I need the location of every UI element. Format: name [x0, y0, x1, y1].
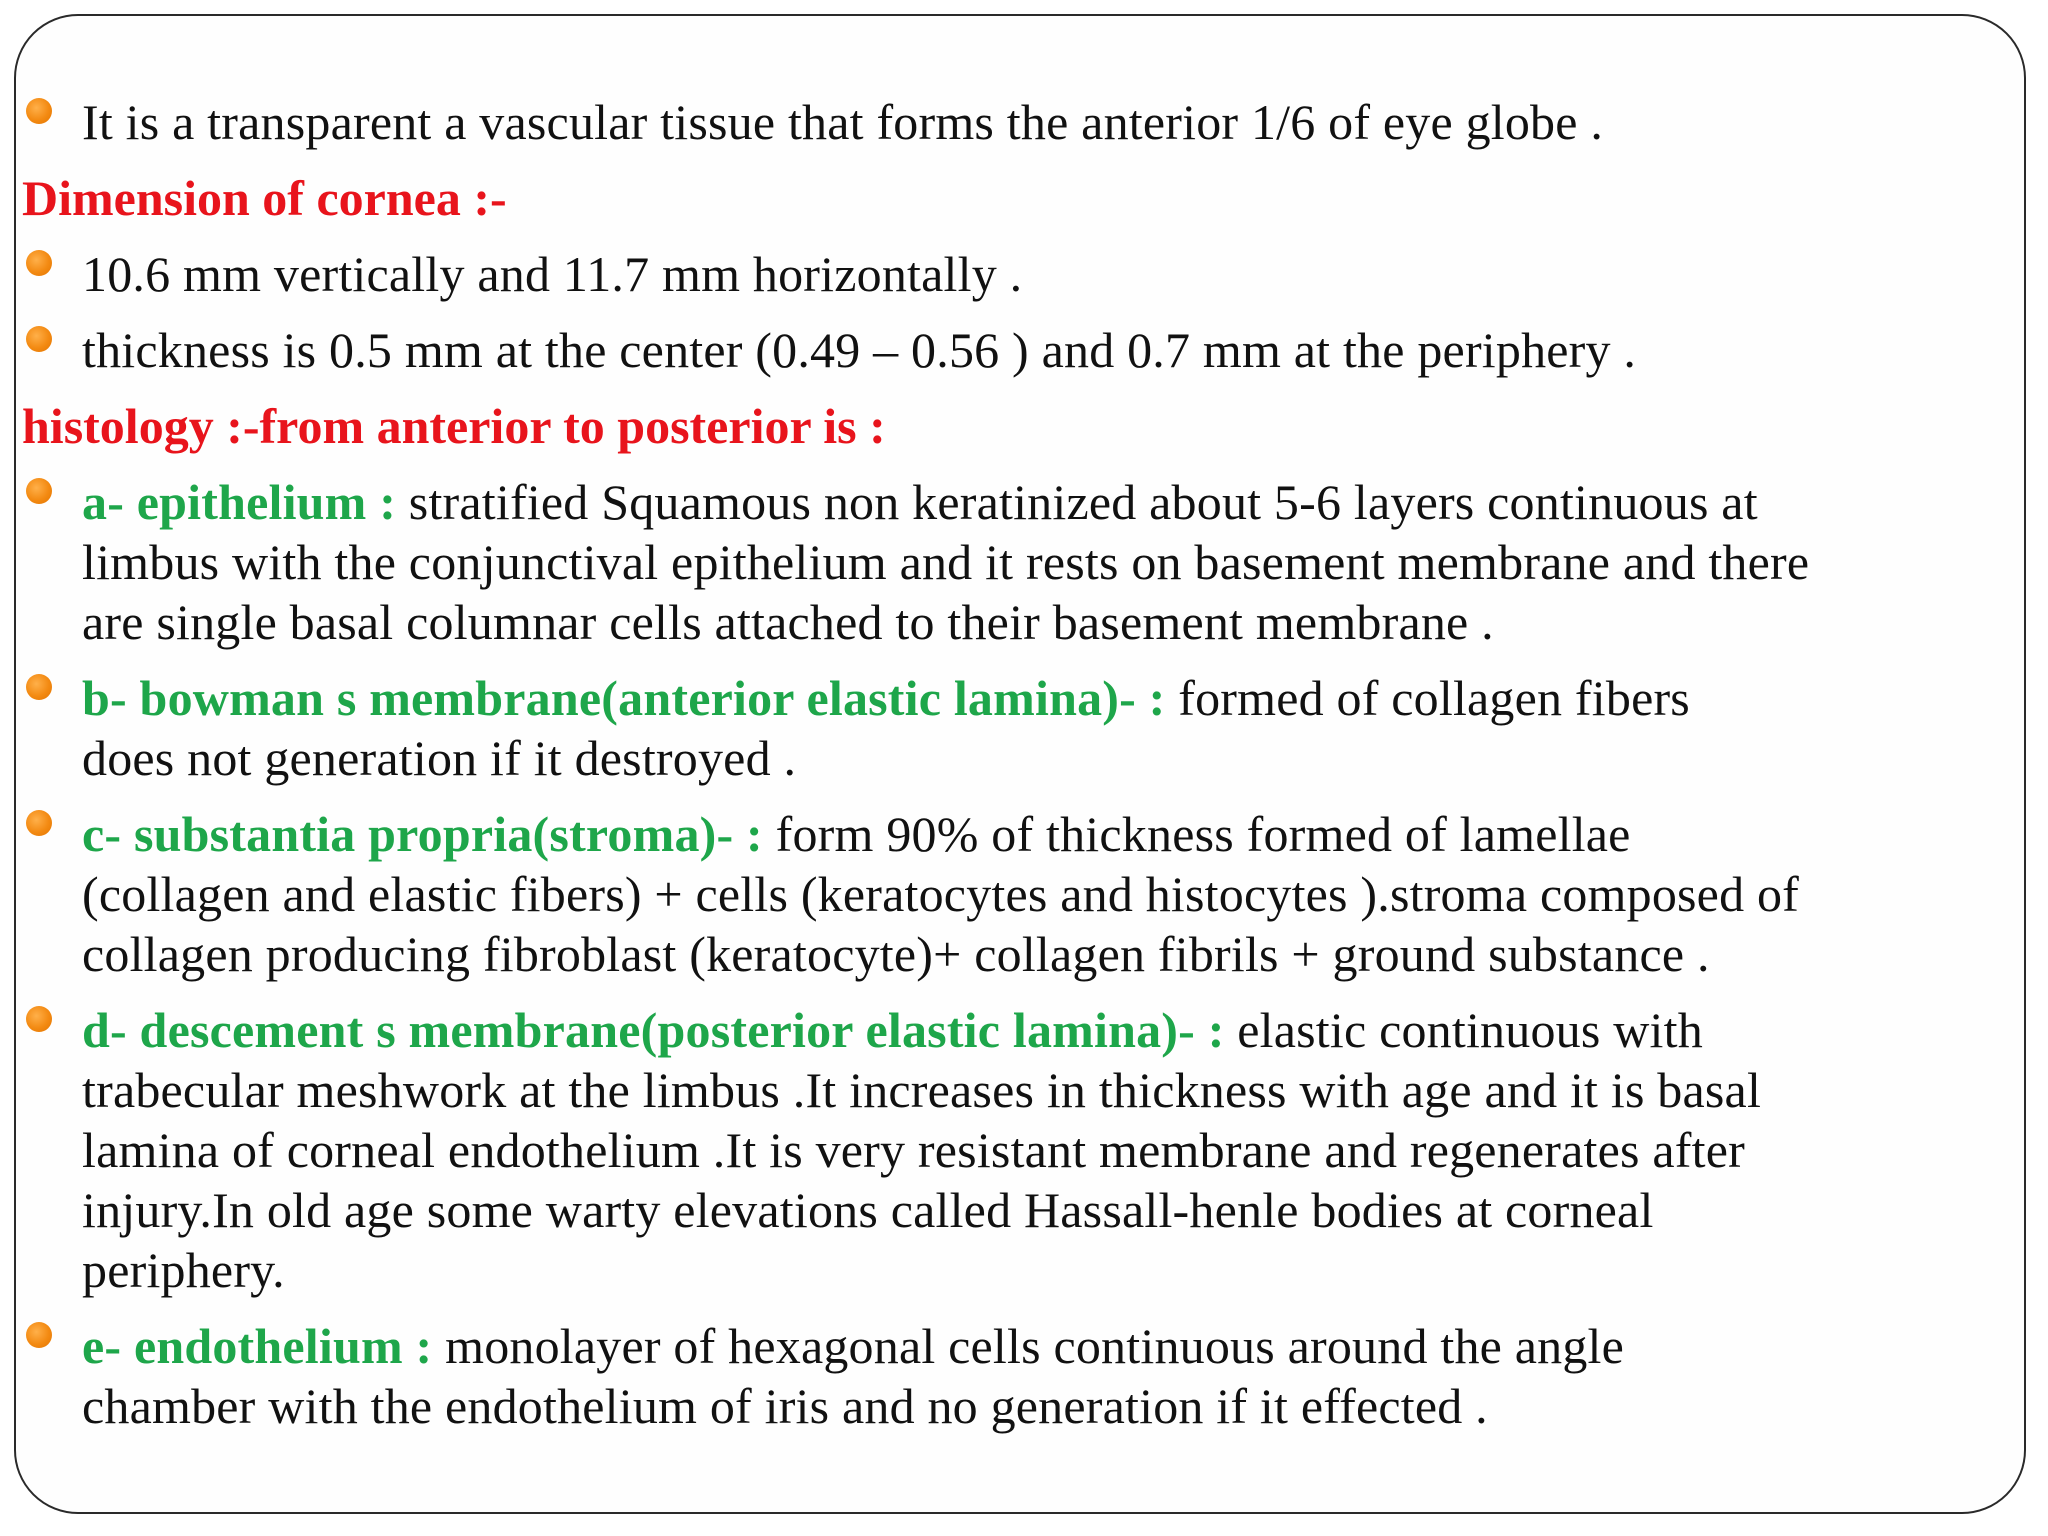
- layer-description: formed of collagen fibers: [1165, 670, 1690, 726]
- layer-description: injury.In old age some warty elevations called Hassall-henle bodies at corneal: [82, 1182, 1654, 1238]
- layer-description: form 90% of thickness formed of lamellae: [762, 806, 1631, 862]
- layer-epithelium-line: [82, 472, 2018, 532]
- layer-description: limbus with the conjunctival epithelium and it rests on basement membrane and there: [82, 534, 1810, 590]
- layer-description: elastic continuous with: [1224, 1002, 1703, 1058]
- layer-descement-line: [82, 1000, 2018, 1060]
- layer-description: does not generation if it destroyed .: [82, 730, 797, 786]
- dimension-item: 10.6 mm vertically and 11.7 mm horizontally .: [82, 246, 1023, 302]
- layer-endothelium-line: [82, 1316, 2018, 1376]
- dimension-item: thickness is 0.5 mm at the center (0.49 – 0.56 ) and 0.7 mm at the periphery .: [82, 322, 1637, 378]
- bullet-icon: [26, 98, 52, 124]
- dimension-heading: Dimension of cornea :-: [22, 170, 507, 226]
- layer-description: lamina of corneal endothelium .It is very resistant membrane and regenerates after: [82, 1122, 1745, 1178]
- layer-description: trabecular meshwork at the limbus .It increases in thickness with age and it is basal: [82, 1062, 1762, 1118]
- bullet-icon: [26, 326, 52, 352]
- bullet-icon: [26, 1006, 52, 1032]
- layer-term: c- substantia propria(stroma)- :: [82, 806, 763, 862]
- bullet-icon: [26, 1322, 52, 1348]
- layer-description: are single basal columnar cells attached to their basement membrane .: [82, 594, 1494, 650]
- layer-description: stratified Squamous non keratinized about 5-6 layers continuous at: [396, 474, 1758, 530]
- layer-description: collagen producing fibroblast (keratocyte)+ collagen fibrils + ground substance .: [82, 926, 1710, 982]
- intro-text: It is a transparent a vascular tissue that forms the anterior 1/6 of eye globe .: [82, 94, 1604, 150]
- layer-description: chamber with the endothelium of iris and no generation if it effected .: [82, 1378, 1488, 1434]
- layer-bowman-line: [82, 668, 2018, 728]
- bullet-icon: [26, 478, 52, 504]
- layer-description: monolayer of hexagonal cells continuous around the angle: [432, 1318, 1625, 1374]
- bullet-icon: [26, 250, 52, 276]
- bullet-icon: [26, 674, 52, 700]
- layer-term: a- epithelium :: [82, 474, 397, 530]
- histology-heading: histology :-from anterior to posterior is :: [22, 398, 886, 454]
- bullet-icon: [26, 810, 52, 836]
- layer-description: (collagen and elastic fibers) + cells (keratocytes and histocytes ).stroma composed of: [82, 866, 1800, 922]
- layer-term: d- descement s membrane(posterior elastic lamina)- :: [82, 1002, 1225, 1058]
- layer-term: e- endothelium :: [82, 1318, 433, 1374]
- layer-description: periphery.: [82, 1242, 285, 1298]
- layer-stroma-line: [82, 804, 2018, 864]
- layer-term: b- bowman s membrane(anterior elastic lamina)- :: [82, 670, 1166, 726]
